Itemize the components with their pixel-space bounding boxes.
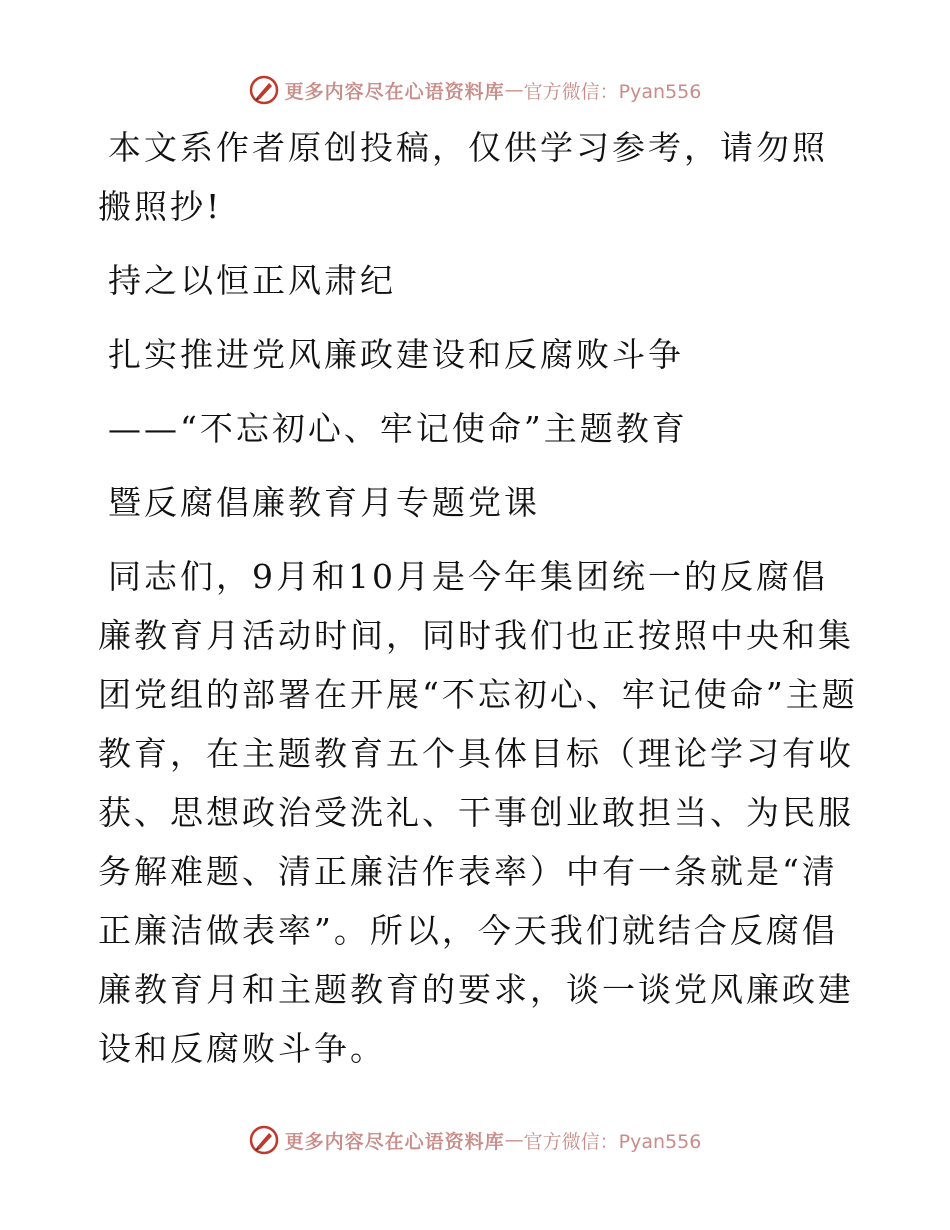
title-line-2: 扎实推进党风廉政建设和反腐败斗争 [108, 335, 684, 374]
footer-separator: — [504, 1129, 524, 1151]
pen-nib-logo-icon [249, 1125, 279, 1155]
header-banner [0, 70, 950, 110]
header-contact-text: 官方微信：Pyan556 [523, 80, 702, 103]
footer-banner [0, 1120, 950, 1160]
subtitle-line-2: 暨反腐倡廉教育月专题党课 [108, 483, 540, 522]
subtitle-line-1: ——“不忘初心、牢记使命”主题教育 [108, 409, 688, 448]
footer-contact-text: 官方微信：Pyan556 [523, 1130, 702, 1153]
title-line-1: 持之以恒正风肃纪 [108, 261, 396, 300]
body-paragraph: 同志们，9月和10月是今年集团统一的反腐倡廉教育月活动时间，同时我们也正按照中央和集团党组的部署在开展“不忘初心、牢记使命”主题教育，在主题教育五个具体目标（理论学习有收获、思想政治受洗礼、干事创业敢担当、为民服务解难题、清正廉洁作表率）中有一条就是“清正廉洁做表率”。所以，今天我们就结合反腐倡廉教育月和主题教育的要求，谈一谈党风廉政建设和反腐败斗争。 [98, 557, 858, 1068]
document-body [98, 118, 858, 1078]
header-separator: — [504, 79, 524, 101]
pen-nib-logo-icon [249, 75, 279, 105]
footer-promo-text: 更多内容尽在心语资料库 [284, 1130, 505, 1153]
copyright-notice: 本文系作者原创投稿，仅供学习参考，请勿照搬照抄! [98, 128, 828, 226]
header-promo-text: 更多内容尽在心语资料库 [284, 80, 505, 103]
